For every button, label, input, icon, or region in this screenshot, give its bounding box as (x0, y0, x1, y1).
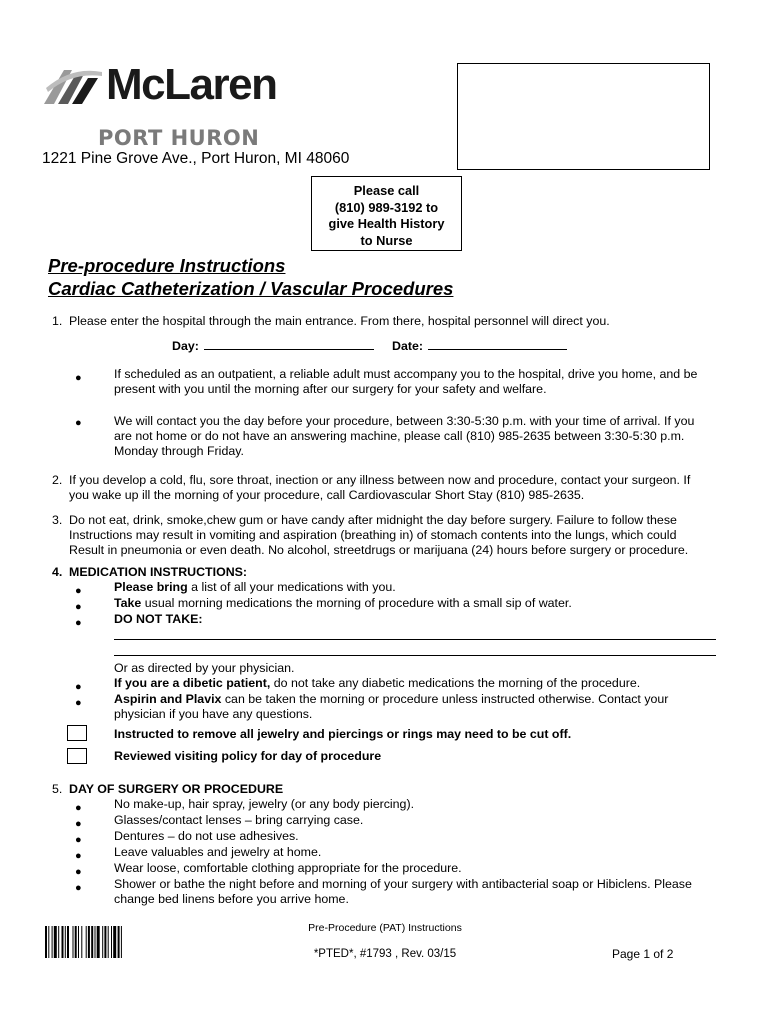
title-line-2: Cardiac Catheterization / Vascular Procedures (48, 278, 454, 299)
bullet-icon: ● (75, 882, 82, 894)
surgery-day-bullet-line-2: change bed linens before you arrive home. (114, 892, 349, 906)
surgery-day-bullet: Shower or bathe the night before and morning of your surgery with antibacterial soap or Hibiclens. Please (114, 877, 692, 891)
medication-bullet-aspirin-line-2: physician if you have any questions. (114, 707, 313, 721)
bullet-icon: ● (75, 601, 82, 613)
bullet-icon: ● (75, 818, 82, 830)
patient-label-box (457, 63, 710, 170)
medication-bullet-1: Please bring a list of all your medications with you. (114, 580, 396, 594)
mclaren-logo (42, 62, 302, 152)
call-box-line: Please call (353, 183, 420, 198)
do-not-take-label: DO NOT TAKE: (114, 612, 203, 626)
surgery-day-bullet: Wear loose, comfortable clothing appropriate for the procedure. (114, 861, 462, 875)
call-box (311, 176, 462, 251)
bullet-icon: ● (75, 802, 82, 814)
date-label: Date: (392, 339, 423, 353)
bullet-icon: ● (75, 617, 82, 629)
item-1-bullet-2-line: are not home or do not have an answering machine, please call (810) 985-2635 between 3:30-5:30 p.m. (114, 429, 685, 443)
jewelry-checkbox[interactable] (67, 725, 87, 741)
hospital-address: 1221 Pine Grove Ave., Port Huron, MI 48060 (42, 150, 350, 167)
item-number: 5. (52, 782, 63, 796)
item-2-line: you wake up ill the morning of your procedure, call Cardiovascular Short Stay (810) 985-2635. (69, 488, 585, 502)
day-label: Day: (172, 339, 199, 353)
surgery-day-bullet: Dentures – do not use adhesives. (114, 829, 299, 843)
bullet-icon: ● (75, 585, 82, 597)
item-1-bullet-1-line: present with you until the morning after our surgery for your safety and welfare. (114, 382, 547, 396)
surgery-day-bullet: Glasses/contact lenses – bring carrying case. (114, 813, 364, 827)
surgery-day-bullet: Leave valuables and jewelry at home. (114, 845, 322, 859)
mclaren-swoosh-icon (42, 64, 104, 110)
item-1-bullet-2-line: Monday through Friday. (114, 444, 244, 458)
surgery-day-heading: DAY OF SURGERY OR PROCEDURE (69, 782, 284, 796)
item-3-line: Result in pneumonia or even death. No alcohol, streetdrugs or marijuana (24) hours before surgery or procedure. (69, 543, 689, 557)
item-1-bullet-1-line: If scheduled as an outpatient, a reliable adult must accompany you to the hospital, drive you home, and be (114, 367, 698, 381)
day-field[interactable] (204, 339, 374, 350)
title-line-1: Pre-procedure Instructions (48, 255, 286, 276)
medication-bullet-2: Take usual morning medications the morning of procedure with a small sip of water. (114, 596, 572, 610)
do-not-take-line-2[interactable] (114, 655, 716, 656)
item-3-line: Instructions may result in vomiting and aspiration (breathing in) of stomach contents into the lungs, which could (69, 528, 677, 542)
visiting-policy-checkbox-label: Reviewed visiting policy for day of procedure (114, 749, 382, 763)
footer-form-code: *PTED*, #1793 , Rev. 03/15 (313, 948, 457, 960)
visiting-policy-checkbox[interactable] (67, 748, 87, 764)
jewelry-checkbox-label: Instructed to remove all jewelry and piercings or rings may need to be cut off. (114, 727, 572, 741)
call-box-line: (810) 989-3192 to (334, 199, 439, 215)
page-number: Page 1 of 2 (612, 947, 674, 961)
item-2-line: If you develop a cold, flu, sore throat, inection or any illness between now and procedure, contact your surgeon. If (69, 473, 691, 487)
bullet-icon: ● (75, 417, 82, 429)
item-3-line: Do not eat, drink, smoke,chew gum or have candy after midnight the day before surgery. Failure to follow these (69, 513, 677, 527)
medication-bullet-aspirin: Aspirin and Plavix can be taken the morning or procedure unless instructed otherwise. Contact your (114, 692, 669, 706)
item-number: 2. (52, 473, 63, 487)
medication-heading: MEDICATION INSTRUCTIONS: (69, 565, 248, 579)
logo-subtitle: PORT HURON (98, 126, 260, 150)
bullet-icon: ● (75, 834, 82, 846)
bullet-icon: ● (75, 681, 82, 693)
call-box-line: to Nurse (360, 232, 413, 248)
footer-form-name: Pre-Procedure (PAT) Instructions (308, 922, 462, 934)
item-number: 1. (52, 314, 63, 328)
item-1-bullet-2-line: We will contact you the day before your procedure, between 3:30-5:30 p.m. with your time of arrival. If you (114, 414, 695, 428)
logo-name: McLaren (106, 60, 277, 109)
date-field[interactable] (428, 339, 567, 350)
item-1-text: Please enter the hospital through the main entrance. From there, hospital personnel will direct you. (69, 314, 610, 328)
item-number: 4. (52, 565, 63, 579)
medication-bullet-diabetic: If you are a dibetic patient, do not take any diabetic medications the morning of the procedure. (114, 676, 641, 690)
bullet-icon: ● (75, 850, 82, 862)
bullet-icon: ● (75, 697, 82, 709)
do-not-take-line-1[interactable] (114, 639, 716, 640)
item-number: 3. (52, 513, 63, 527)
call-box-line: give Health History (328, 216, 445, 231)
directed-note: Or as directed by your physician. (114, 661, 295, 675)
bullet-icon: ● (75, 372, 82, 384)
surgery-day-bullet: No make-up, hair spray, jewelry (or any body piercing). (114, 797, 415, 811)
bullet-icon: ● (75, 866, 82, 878)
